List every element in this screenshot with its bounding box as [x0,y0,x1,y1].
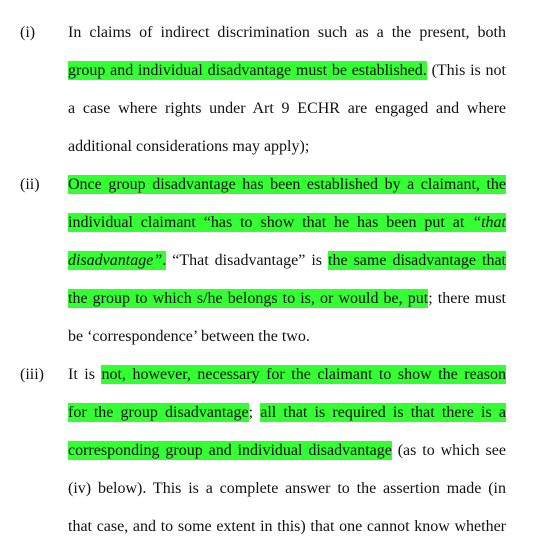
text-line [68,14,506,52]
highlighted-text: the same disadvantage that [328,252,507,269]
highlighted-text: corresponding group and individual disadvantage [68,442,392,459]
text-line [68,52,506,90]
text-line [68,470,506,508]
text-run: In claims of indirect discrimination such as a the present, both [68,24,506,41]
text-run: “That disadvantage” is [166,252,329,269]
highlighted-text: group and individual disadvantage must be established. [68,62,427,79]
text-run: ; [248,404,261,421]
text-line [68,242,506,280]
text-run: that case, and to some extent in this) that one cannot know whether [68,518,506,535]
text-run: (as to which see [391,442,506,459]
item-number: (ii) [20,176,40,193]
highlighted-text: individual claimant “has to show that he has been put at [68,214,473,231]
highlighted-text: . [162,252,167,269]
text-line [68,432,506,470]
text-line [68,508,506,542]
text-line [68,318,506,356]
text-line [68,166,506,204]
highlighted-text: “that [472,214,506,231]
text-line [68,280,506,318]
highlighted-text: all that is required is that there is a [260,404,506,421]
item-number: (iii) [20,366,44,383]
text-run: (This is not [426,62,507,79]
text-run: ; there must [428,290,506,307]
text-line [68,128,506,166]
text-run: It is [68,366,102,383]
highlighted-text: Once group disadvantage has been established by a claimant, the [68,176,506,193]
highlighted-text: not, however, necessary for the claimant to show the reason [101,366,506,383]
text-run: a case where rights under Art 9 ECHR are engaged and where [68,100,506,117]
item-number: (i) [20,24,36,41]
text-line [68,204,506,242]
highlighted-text: for the group disadvantage [68,404,249,421]
text-run: (iv) below). This is a complete answer to the assertion made (in [68,480,506,497]
text-line [68,356,506,394]
highlighted-text: the group to which s/he belongs to is, or would be, put [68,290,429,307]
text-line [68,394,506,432]
text-run: additional considerations may apply); [68,138,310,155]
text-run: be ‘correspondence’ between the two. [68,328,310,345]
highlighted-text: disadvantage” [68,252,163,269]
text-line [68,90,506,128]
